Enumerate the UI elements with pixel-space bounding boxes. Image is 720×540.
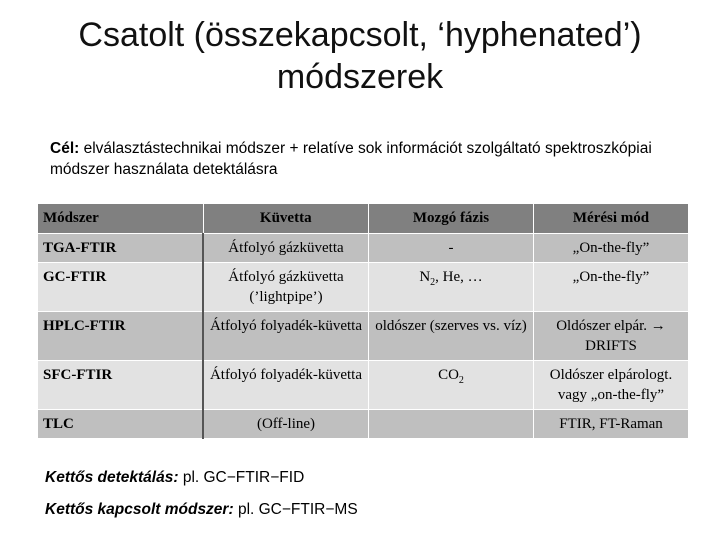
mode-cell: FTIR, FT-Raman xyxy=(534,410,689,439)
slide-title-line-1: Csatolt (összekapcsolt, ‘hyphenated’) xyxy=(78,16,642,54)
cuvette-cell: Átfolyó gázküvetta xyxy=(203,234,369,263)
double-detection-text: pl. GC−FTIR−FID xyxy=(178,469,305,486)
double-detection-label: Kettős detektálás: xyxy=(45,469,179,486)
double-detection-note xyxy=(45,468,304,488)
mode-cell: „On-the-fly” xyxy=(534,263,689,312)
phase-text-after: , He, … xyxy=(435,269,483,285)
cuvette-cell: Átfolyó folyadék-küvetta xyxy=(203,312,369,361)
phase-subscript: 2 xyxy=(430,277,436,288)
header-measurement-mode: Mérési mód xyxy=(534,204,689,234)
header-mobile-phase: Mozgó fázis xyxy=(369,204,534,234)
header-cell: Küvetta xyxy=(203,204,369,234)
double-coupled-label: Kettős kapcsolt módszer: xyxy=(45,501,234,518)
table-row xyxy=(38,361,689,410)
method-cell: TGA-FTIR xyxy=(38,234,204,263)
phase-cell xyxy=(369,263,534,312)
method-cell: TLC xyxy=(38,410,204,439)
goal-label: Cél: xyxy=(50,140,80,157)
phase-cell xyxy=(369,234,534,263)
method-cell: GC-FTIR xyxy=(38,263,204,312)
slide-title xyxy=(0,14,720,98)
table-row xyxy=(38,234,689,263)
method-cell: SFC-FTIR xyxy=(38,361,204,410)
table-row xyxy=(38,312,689,361)
table-header-row xyxy=(38,204,689,234)
mode-cell: „On-the-fly” xyxy=(534,234,689,263)
phase-text: - xyxy=(448,240,454,256)
phase-cell xyxy=(369,312,534,361)
mode-cell: Oldószer elpár. → DRIFTS xyxy=(534,312,689,361)
table-row xyxy=(38,263,689,312)
table-row xyxy=(38,410,689,439)
methods-table xyxy=(37,203,689,439)
method-cell: HPLC-FTIR xyxy=(38,312,204,361)
cuvette-cell: (Off-line) xyxy=(203,410,369,439)
phase-text: oldószer (szerves vs. víz) xyxy=(375,318,527,334)
double-coupled-text: pl. GC−FTIR−MS xyxy=(233,501,358,518)
goal-text: elválasztástechnikai módszer + relatíve sok információt szolgáltató spektroszkópiai módszer használata detektálásra xyxy=(50,140,652,178)
phase-cell xyxy=(369,361,534,410)
cuvette-cell: Átfolyó folyadék-küvetta xyxy=(203,361,369,410)
goal-paragraph xyxy=(50,138,690,180)
phase-cell xyxy=(369,410,534,439)
double-coupled-note xyxy=(45,500,358,520)
slide-title-line-2: módszerek xyxy=(276,58,444,96)
phase-text: CO xyxy=(438,367,459,383)
mode-cell: Oldószer elpárologt. vagy „on-the-fly” xyxy=(534,361,689,410)
header-method: Módszer xyxy=(38,204,204,234)
phase-subscript: 2 xyxy=(458,375,464,386)
phase-text: N xyxy=(419,269,431,285)
cuvette-cell: Átfolyó gázküvetta (’lightpipe’) xyxy=(203,263,369,312)
